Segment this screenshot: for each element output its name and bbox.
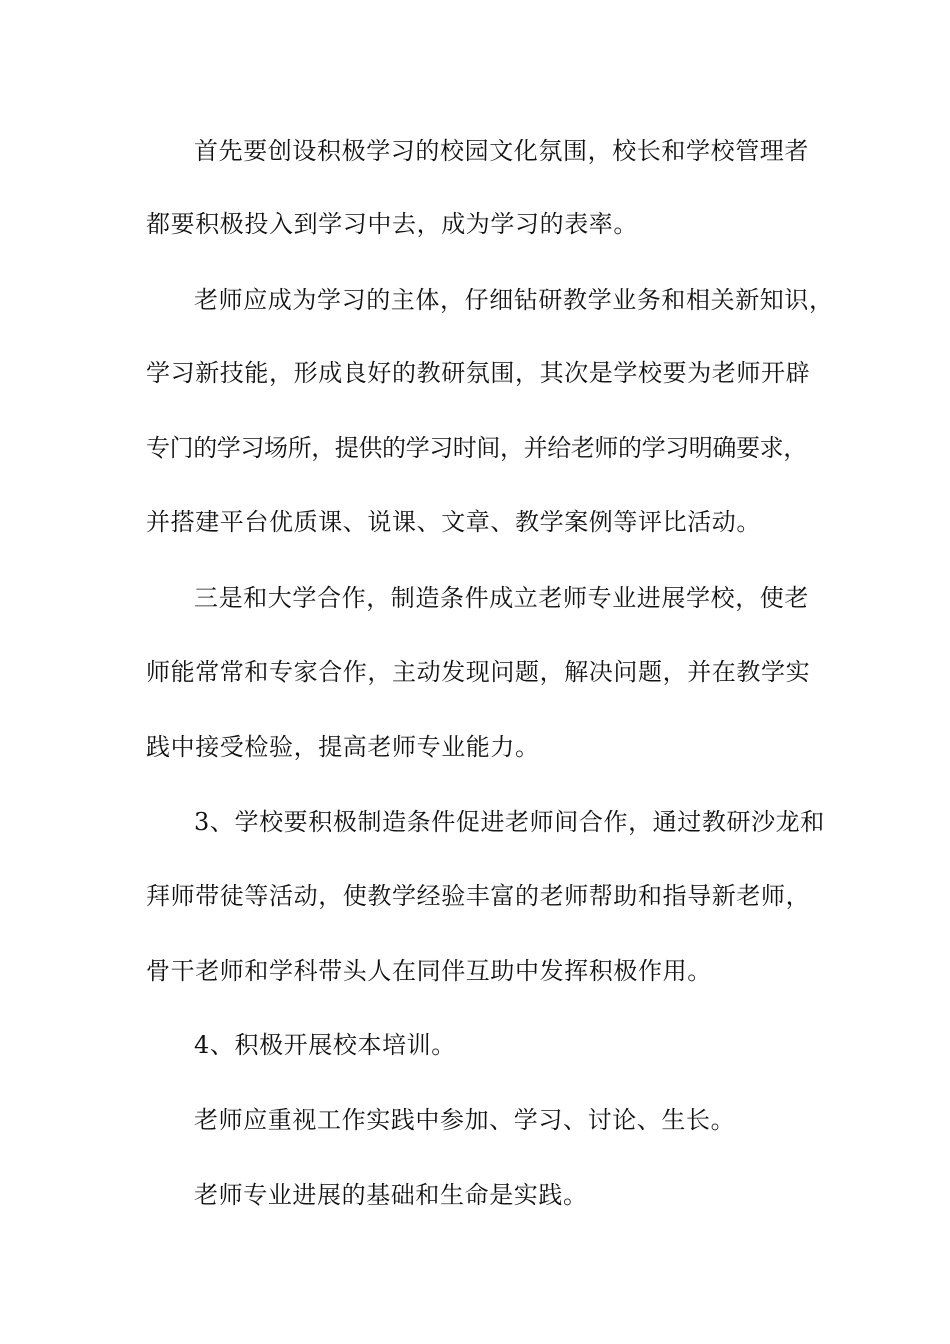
paragraph-line: 践中接受检验，提高老师专业能力。	[146, 733, 540, 761]
paragraph-line: 并搭建平台优质课、说课、文章、教学案例等评比活动。	[146, 508, 761, 536]
paragraph-line: 4、积极开展校本培训。	[194, 1031, 456, 1059]
paragraph-line: 都要积极投入到学习中去，成为学习的表率。	[146, 210, 638, 238]
paragraph-line: 老师应重视工作实践中参加、学习、讨论、生长。	[194, 1106, 736, 1134]
paragraph-line: 拜师带徒等活动，使教学经验丰富的老师帮助和指导新老师，	[146, 882, 811, 910]
paragraph-line: 师能常常和专家合作，主动发现问题，解决问题，并在教学实	[146, 658, 811, 686]
paragraph-line: 首先要创设积极学习的校园文化氛围，校长和学校管理者	[194, 137, 809, 165]
paragraph-line: 老师应成为学习的主体，仔细钻研教学业务和相关新知识，	[194, 286, 834, 314]
paragraph-line: 骨干老师和学科带头人在同伴互助中发挥积极作用。	[146, 957, 712, 985]
paragraph-line: 3、学校要积极制造条件促进老师间合作，通过教研沙龙和	[194, 808, 825, 836]
paragraph-line: 专门的学习场所，提供的学习时间，并给老师的学习明确要求，	[146, 434, 807, 462]
paragraph-line: 学习新技能，形成良好的教研氛围，其次是学校要为老师开辟	[146, 359, 811, 387]
paragraph-line: 老师专业进展的基础和生命是实践。	[194, 1181, 588, 1209]
paragraph-line: 三是和大学合作，制造条件成立老师专业进展学校，使老	[194, 584, 809, 612]
